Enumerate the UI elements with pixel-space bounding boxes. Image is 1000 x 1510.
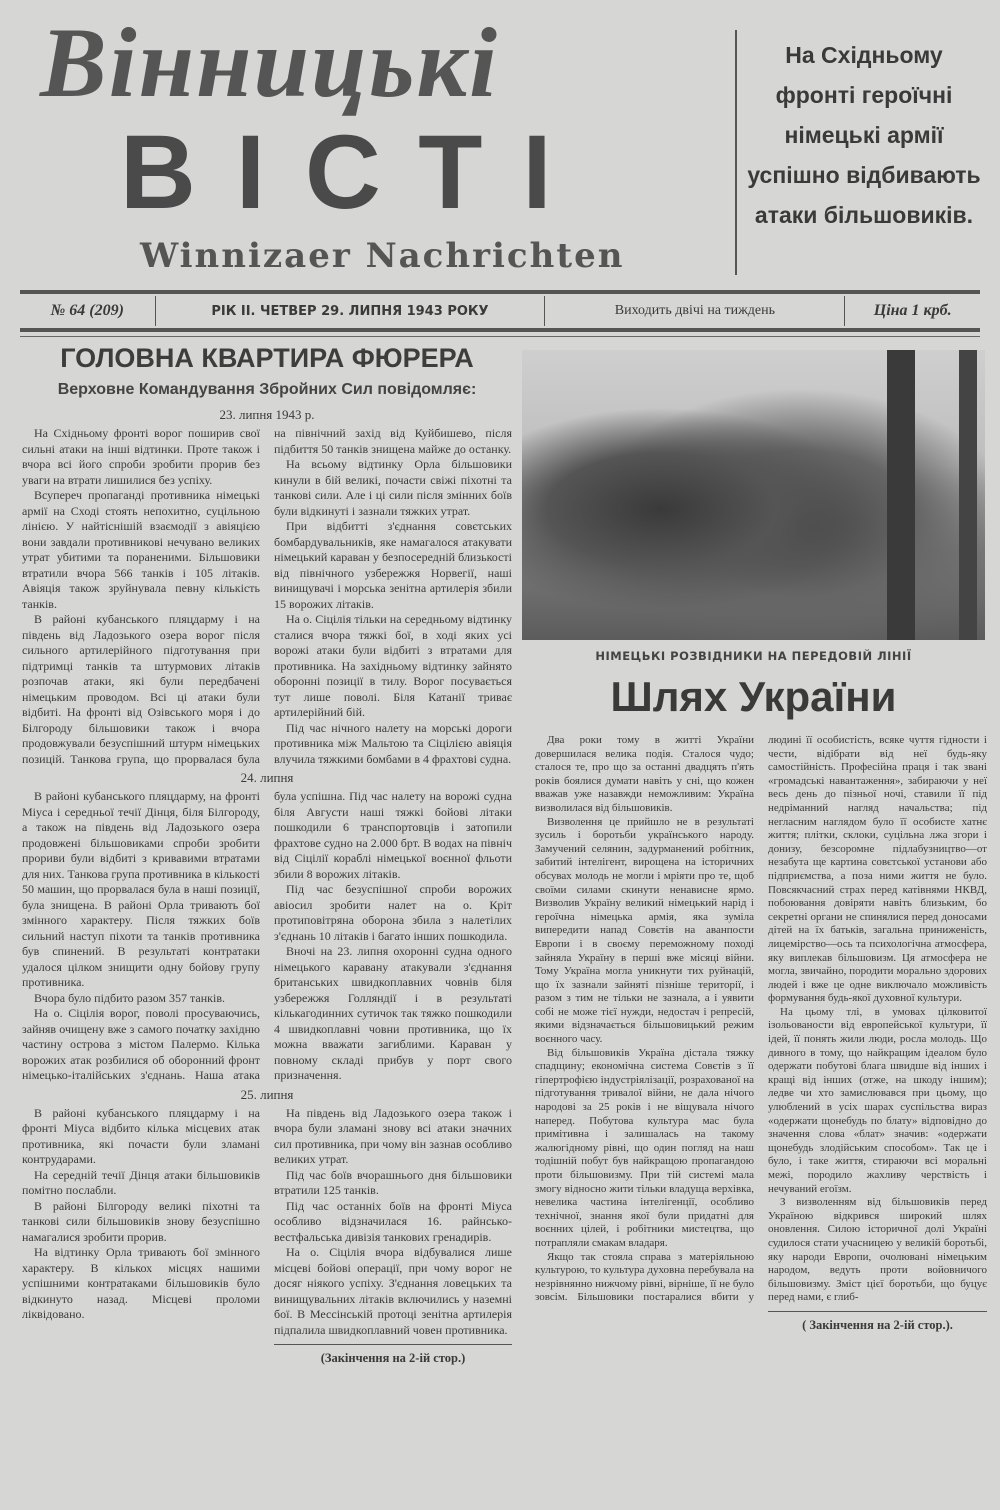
article-subtitle-hq: Верховне Командування Збройних Сил повідомляє: <box>57 381 477 398</box>
paragraph: В районі кубанського пляцдарму, на фронті Міуса і середньої течії Дінця, біля Білгороду, а також на південь від Ладозького озера продовжені більшовиками спроби зробити прориви були відбиті з кривавими втратами для них. Танкова група противника в кількості 50 машин, що прорвалася була в наші позиції, була знищена. В районі Орла тривають бої змінного характеру. Після тяжких боїв сильний наступ піхоти та танків противника був спинений. В результаті контратаки удалося цілком знищити одну бойову групу противника. <box>22 789 260 989</box>
issue-frequency: Виходить двічі на тиждень <box>545 296 845 326</box>
issue-number: № 64 (209) <box>20 296 156 326</box>
section-body <box>22 1106 512 1339</box>
paragraph: Від більшовиків Україна дістала тяжку спадщину; економічна система Совєтів з її гіпертрофією індустріялізації, розрахованої на підготування тривалої війни, не дала нічого народові за 25 років і не віщувала нічого наперед. Побутова культура мас була примітивна і залишалась на такому жалюгідному рівні, що один погляд на наш тодішній побут був найкращою пропагандою проти більшовизму. При тій системі мала змогу відносно жити тільки владуща верхівка, невелика частина інтелігенції, особливо технічної, знання якої були придатні для воєнних цілей, і робітники мистецтва, що потрапляли смакам владаря. <box>535 1046 754 1249</box>
paragraph: Визволення це прийшло не в результаті зусиль і боротьби українського народу. Замучений селянин, задурманений робітник, забитий інтелігент, вирощена на історичних обсувах молодь не могли і мріяти про те, щоб своїми силами скинути ненависне ярмо. Визволив Україну великий німецький нарід і героїчна німецька армія, яка зуміла випередити напад Совєтів на аванпости Европи і в своєму переможному поході зайняла Україну в перші вже місяці війни. Тому Україна могла уникнути тих руйнацій, що їх зазнали зайняті пізніше території, і разом з тим не тільки не зазнала, а і уявити собі не може тієї нужди, недостач і репресій, якими відзначається більшовицький режим воєнного часу. <box>535 815 754 1046</box>
paragraph: Під час безуспішної спроби ворожих авіосил зробити налет на о. Кріт протиповітряна оборона збила з налетілих з'єднань 10 літаків і багато інших пошкодила. <box>274 882 512 943</box>
paragraph: Під час нічного налету на морські дороги противника між Мальтою та Сіцілією авіяція влучила тяжкими бомбами в 4 фрахтові судна. <box>274 720 512 766</box>
continued-note: (Закінчення на 2-ій стор.) <box>320 1351 466 1365</box>
rule <box>20 328 980 332</box>
section-date: 24. липня <box>240 770 294 785</box>
article-ukraine <box>535 734 987 1333</box>
paragraph: Вчора було підбито разом 357 танків. <box>34 990 225 1005</box>
paragraph: На цьому тлі, в умовах цілковитої ізольованости від европейської культури, її ідей, її понять жили люди, росла молодь. Що дивного в тому, що найкращим ідеалом було одержати побутові блага швидше від інших і кращі від інших (отже, на шкоду іншим); ледве чи хто замислювався при цьому, що улюблений в усіх шарах суспільства вираз «одержати щонебудь по блату» відповідно до значення слова «блат» значив: «одержати щонебудь злодійським способом». Так це і було, і таке життя, стираючи всі моральні межі, породило жахливу черствість і нечуваний егоїзм. <box>768 1005 987 1195</box>
paragraph: На середній течії Дінця атаки більшовиків помітно послабли. <box>22 1167 260 1197</box>
photo-caption: НІМЕЦЬКІ РОЗВІДНИКИ НА ПЕРЕДОВІЙ ЛІНІЇ <box>595 649 912 663</box>
paragraph: В районі Білгороду великі піхотні та танкові сили більшовиків знову безуспішно намагалися зробити прорив. <box>22 1198 260 1244</box>
paragraph: Два роки тому в житті України довершилася велика подія. Сталося чудо; сталося те, про що за останні двадцять п'ять років боялися думати навіть у сні, що кожен вважав уже назавжди неможливим: Україна визволилася від більшовиків. <box>535 734 754 814</box>
article-body-hq <box>22 404 512 1366</box>
rule <box>768 1311 987 1312</box>
paragraph: В районі кубанського пляцдарму і на фронті Міуса відбито кілька місцевих атак противника, які почасти були зламані контрударами. <box>22 1105 260 1166</box>
article-body-ukraine <box>535 734 987 1305</box>
paragraph: На о. Сіцілія тільки на середньому відтинку сталися вчора тяжкі бої, в ході яких усі ворожі атаки були відбиті з втратами для противника. На західньому відтинку зайнято оборонні позиції в тилу. Ворог посувається тут лише поволі. Біля Катанії триває артилерійний бій. <box>274 612 512 719</box>
masthead-divider <box>735 30 737 275</box>
paragraph: В районі кубанського пляцдарму і на південь від Ладозького озера ворог після сильного артилерійного підготування при підтримці танків та штурмових літаків розпочав атаки, які були передбачені німецьким проводом. Всі ці атаки були відбиті. На фронті від Озівського моря і до Білгороду більшовики також і вчора продовжували безуспішний штурм німецьких позицій. Танкова група, що прорвалася була на північний захід від Куйбишево, після підбиття 50 танків знищена майже до останку. <box>22 426 512 766</box>
paragraph: З визволенням від більшовиків перед Україною відкрився широкий шлях оновлення. Силою історичної долі Україні судилося стати учасницею у великій боротьбі, яку народи Европи, очолювані німецьким народом, ведуть проти войовничого більшовизму. Зміст цієї боротьби, що буцує перед нами, є глиб- <box>768 1196 987 1304</box>
paragraph: Вночі на 23. липня охоронні судна одного німецького каравану атакували з'єднання британських швидкоплавних човнів біля узбережжя Голляндії і в результаті кількагодинних сутичок так тяжко пошкодили 4 швидкоплавні човни противника, що їх можна вважати загиблими. Караван у повному складі прибув у порт свого призначення. <box>274 944 512 1082</box>
section-date: 25. липня <box>240 1086 294 1102</box>
paragraph: Всупереч пропаганді противника німецькі армії на Сході стоять непохитно, суцільною лінією. У найтіснішій взаємодії з авіяцією вони завдали противникові нечувано великих утрат убитими та пораненими. Більшовики втратили вчора 566 танків і 105 літаків. Авіяція також зруйнувала певну кількість танків. <box>22 488 260 611</box>
paragraph: Якщо так стояла справа з матеріяльною культурою, то культура духовна перебувала на незрівнянно нижчому рівні, вірніше, її не було зовсім. Більшовики постаралися вбити у людині її особистість, всяке чуття гідности і чести, відібрати від неї будь-яку самостійність. Професійна праця і так звані «громадські навантаження», забираючи у неї весь день до пізньої ночі, ставили її під недріманний нагляд начальства; під негласним наглядом було її особисте хатнє життя; плітки, склоки, суцільна лжа згори і донизу, безсоромне підлабузництво—от незабута ще картина совєтської установи або підприємства, а поза ними життя не було. Повсякчасний страх перед катівнями НКВД, побоювання довіряти навіть близьким, бо секретні органи не спинялися перед доносами дітей на їх батьків, загальна приниженість, лицемірство—ось та психологічна атмосфера, яку виплекав більшовизм. Ця атмосфера не могла, звичайно, породити морально здорових людей і вже це одне виключало можливість формування будь-якої духовної культури. <box>535 734 987 1304</box>
paragraph: На о. Сіцілія ворог, поволі просуваючись, зайняв очищену вже з самого початку західню частину острова з містом Палермо. Кілька ворожих атак розбилися об оборонний фронт німецько-італійських з'єднань. Наша атака була успішна. Під час налету на ворожі судна біля Августи наші тяжкі бойові літаки пошкодили 6 транспортовців і затопили фрахтове судно на 2.000 брт. В водах на північ від Сіцілії кораблі німецької воєнної фльоти збили 8 ворожих літаків. <box>22 789 512 1082</box>
paragraph: На о. Сіцілія вчора відбувалися лише місцеві бойові операції, при чому ворог не досяг ніякого успіху. З'єднання ловецьких та винищувальних літаків включились у наземні бої. В Мессінській протоці зенітна артилерія підпалила швидкоплавний човен противника. <box>274 1245 512 1337</box>
rule <box>20 336 980 337</box>
masthead-german-subtitle: Winnizaer Nachrichten <box>140 236 625 276</box>
masthead-title-script: Вінницькі <box>40 7 499 118</box>
photo-tree <box>887 350 915 640</box>
section-date: 23. липня 1943 р. <box>219 407 315 422</box>
paragraph: Під час боїв вчорашнього дня більшовики втратили 125 танків. <box>274 1167 512 1197</box>
article-title-hq: ГОЛОВНА КВАРТИРА ФЮРЕРА <box>60 343 474 373</box>
section-body <box>22 426 512 767</box>
photo-scouts <box>522 350 985 640</box>
paragraph: На Східньому фронті ворог поширив свої сильні атаки на інші відтинки. Проте також і вчора всі його спроби зробити прорив без уваги на втрати лишилися без успіху. <box>22 426 260 487</box>
masthead-title-block: ВІСТІ <box>120 114 592 231</box>
issue-info-bar <box>20 296 980 326</box>
section-body <box>22 789 512 1084</box>
rule <box>20 290 980 294</box>
masthead-headline: На Східньому фронті героїчні німецькі армії успішно відбивають атаки більшовиків. <box>747 42 981 228</box>
paragraph: При відбитті з'єднання совєтських бомбардувальників, яке намагалося атакувати німецький караван у безпосередній близькості від північного узбережжя Норвегії, наші винищувачі і морська зенітна артилерія збили 15 ворожих літаків. <box>274 519 512 611</box>
paragraph: На відтинку Орла тривають бої змінного характеру. В кількох місцях нашими успішними контратаками більшовиків було відкинуто назад. Місцеві проломи ліквідовано. <box>22 1245 260 1321</box>
article-title-ukraine: Шлях України <box>610 673 897 720</box>
photo-tree <box>959 350 977 640</box>
paragraph: На південь від Ладозького озера також і вчора були зламані знову всі атаки значних сил противника, при чому він зазнав особливо великих утрат. <box>274 1105 512 1166</box>
paragraph: На всьому відтинку Орла більшовики кинули в бій великі, почасти свіжі піхотні та танкові сили. Але і ці сили після змінних боїв були відкинуті і зазнали тяжких утрат. <box>274 457 512 518</box>
rule <box>274 1344 512 1345</box>
paragraph: Під час останніх боїв на фронті Міуса особливо відзначилася 16. райнсько-вестфальська дивізія танкових гренадирів. <box>274 1198 512 1244</box>
issue-date: РІК II. ЧЕТВЕР 29. ЛИПНЯ 1943 РОКУ <box>156 296 546 326</box>
issue-price: Ціна 1 крб. <box>873 302 952 319</box>
continued-note: ( Закінчення на 2-ій стор.). <box>802 1317 953 1332</box>
